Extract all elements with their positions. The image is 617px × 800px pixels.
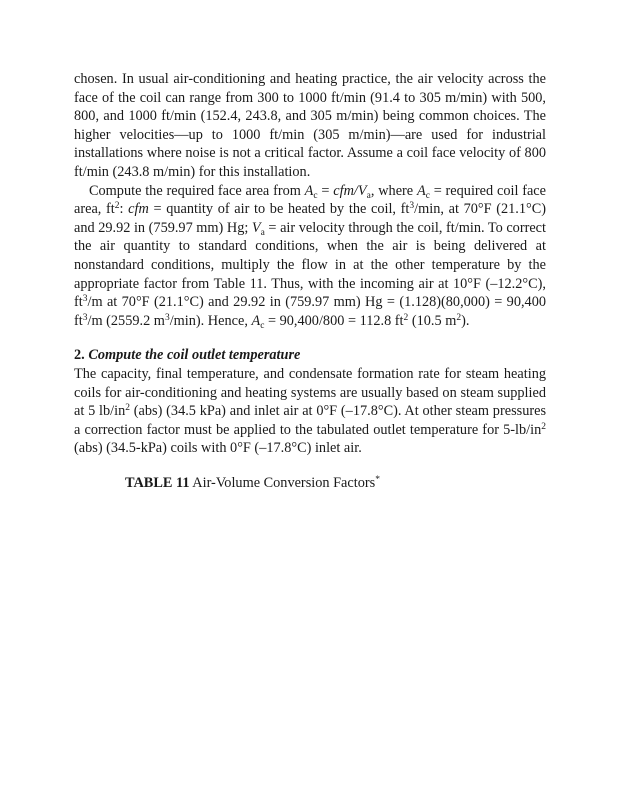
step-number: 2. xyxy=(74,347,85,364)
table-title: Air-Volume Conversion Factors xyxy=(189,474,376,491)
step-title: Compute the coil outlet temperature xyxy=(88,347,301,364)
document-page xyxy=(74,70,546,492)
table-footnote-mark: * xyxy=(375,474,380,485)
paragraph-outlet-temperature: The capacity, final temperature, and condensate formation rate for steam heating coils for air-conditioning and heating systems are usually based on steam supplied at 5 $lb/in^2$ (abs) (34.5 kPa) and inlet air at 0°F (–17.8°C). At other steam pressures a correction factor must be applied to the tabulated outlet temperature for $5-lb/in^2$ (abs) (34.5-kPa) coils with 0°F (–17.8°C) inlet air. xyxy=(74,365,547,457)
paragraph-coil-velocity: chosen. In usual air-conditioning and heating practice, the air velocity across the face of the coil can range from 300 to 1000 ft/min (91.4 to 305 m/min) with 500, 800, and 1000 ft/min (152.4, 243.8, and 305 m/min) being common choices. The higher velocities—up to 1000 ft/min (305 m/min)—are used for industrial installations where noise is not a critical factor. Assume a coil face velocity of 800 ft/min (243.8 m/min) for this installation. xyxy=(74,71,546,180)
paragraph-face-area: Compute the required face area from $A_c = cfm/V_a$, where $A_c$ = required coil face area, $ft^2$: cfm = quantity of air to be heated by the coil, $ft^3/\min$, at 70°F (21.1°C) and 29.92 in (759.97 mm) Hg; $V_a$ = air velocity through the coil, ft/min. To correct the air quantity to standard conditions, when the air is being delivered at nonstandard conditions, multiply the flow in at the other temperature by the appropriate factor from Table 11. Thus, with the incoming air at 10°F (–12.2°C), $ft^3/m$ at 70°F (21.1°C) and 29.92 in (759.97 mm) Hg = (1.128)(80,000) = 90,400 $ft^3/m$ (2559.2 $m^3/\min$). Hence, $A_c = 90,400/800 = 112.8$ $ft^2$ (10.5 $m^2$). xyxy=(74,182,547,331)
table-label: TABLE 11 xyxy=(125,474,190,491)
step-heading xyxy=(74,346,546,365)
table-caption xyxy=(125,474,546,493)
